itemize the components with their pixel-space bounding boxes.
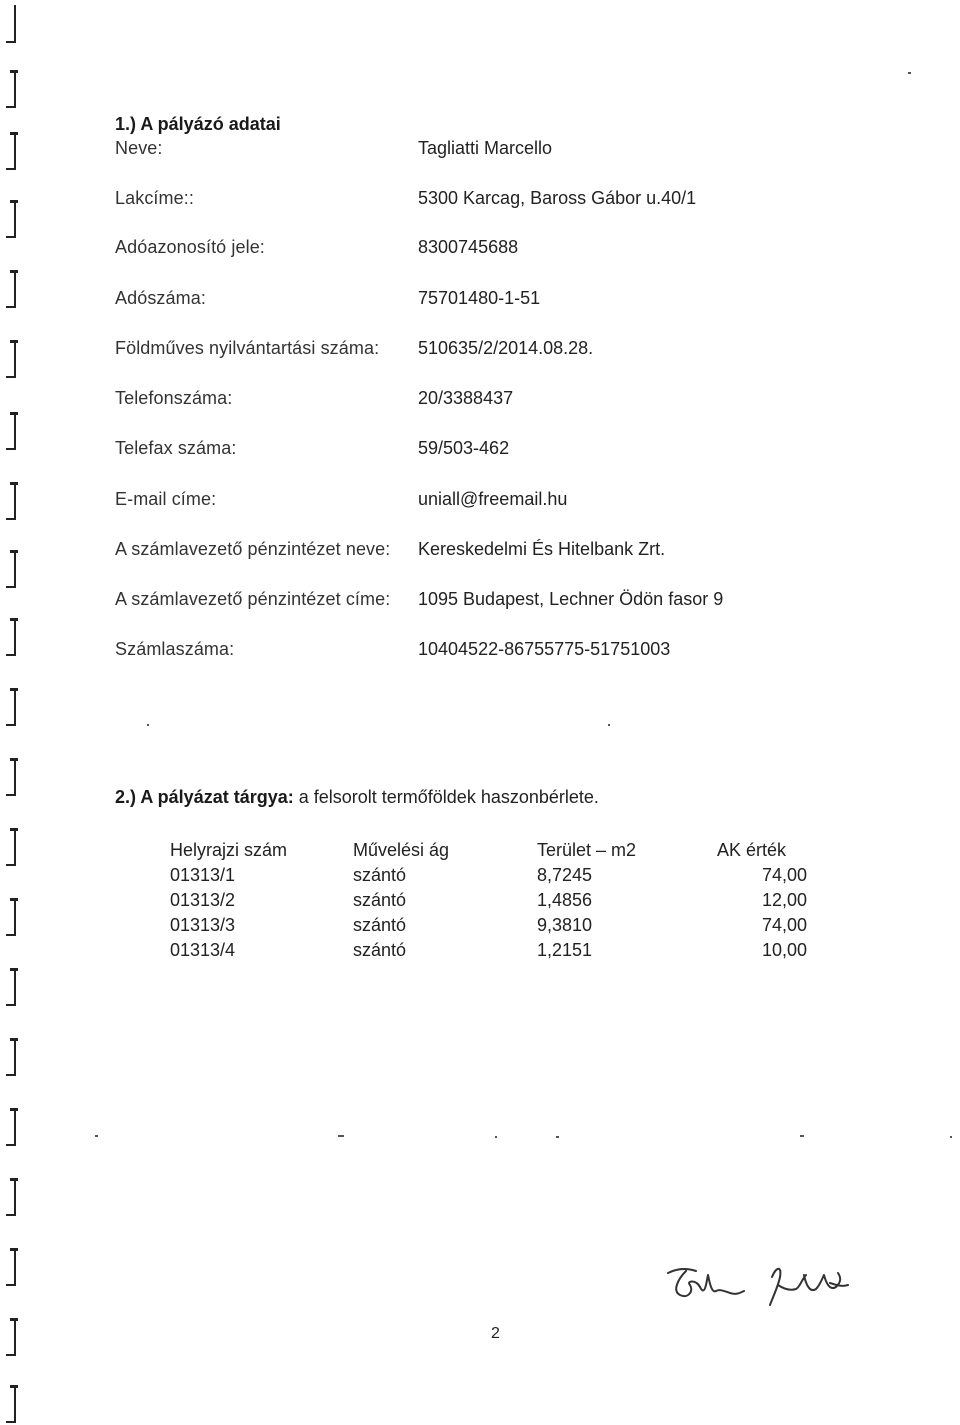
table-row: [170, 888, 807, 913]
table-cell: 01313/2: [170, 890, 236, 910]
table-cell: szántó: [353, 915, 407, 935]
table-row: [170, 863, 807, 888]
field-label: Neve:: [115, 138, 163, 158]
table-cell: szántó: [353, 865, 407, 885]
field-value: 59/503-462: [418, 438, 510, 458]
field-row-tax-number: [115, 288, 815, 312]
field-label: Telefax száma:: [115, 438, 237, 458]
field-row-name: [115, 138, 815, 162]
table-cell: 74,00: [761, 915, 807, 935]
field-label: Lakcíme::: [115, 188, 194, 208]
scan-speck: [147, 724, 149, 726]
table-cell: 74,00: [761, 865, 807, 885]
table-cell: 1,4856: [537, 890, 593, 910]
table-header-row: [170, 838, 807, 863]
field-row-bank-address: [115, 589, 815, 613]
field-label: A számlavezető pénzintézet címe:: [115, 589, 391, 609]
field-value: 75701480-1-51: [418, 288, 541, 308]
field-value: 8300745688: [418, 237, 519, 257]
column-header: AK érték: [717, 840, 787, 860]
land-plots-table: [170, 838, 807, 963]
field-row-account-number: [115, 639, 815, 663]
scan-speck: [608, 724, 610, 726]
scan-speck: [556, 1136, 559, 1138]
column-header: Terület – m2: [537, 840, 637, 860]
handwritten-signature: [660, 1255, 900, 1315]
field-row-tax-id: [115, 237, 815, 261]
table-cell: szántó: [353, 940, 407, 960]
column-header: Helyrajzi szám: [170, 840, 288, 860]
scan-speck: [95, 1135, 98, 1137]
table-cell: 10,00: [761, 940, 807, 960]
field-label: A számlavezető pénzintézet neve:: [115, 539, 391, 559]
field-label: Adóazonosító jele:: [115, 237, 265, 257]
table-row: [170, 938, 807, 963]
field-row-farmer-registry: [115, 338, 815, 362]
binding-marks: [0, 0, 30, 1425]
field-value: 510635/2/2014.08.28.: [418, 338, 594, 358]
scan-speck: [908, 72, 911, 74]
table-row: [170, 913, 807, 938]
table-cell: 9,3810: [537, 915, 593, 935]
table-cell: 12,00: [761, 890, 807, 910]
table-cell: 1,2151: [537, 940, 593, 960]
field-label: Számlaszáma:: [115, 639, 235, 659]
table-cell: 01313/4: [170, 940, 236, 960]
page-number: 2: [491, 1325, 500, 1342]
field-row-bank-name: [115, 539, 815, 563]
scan-speck: [495, 1136, 497, 1138]
section-2-title-rest: a felsorolt termőföldek haszonbérlete.: [293, 787, 599, 807]
table-cell: szántó: [353, 890, 407, 910]
section-1-title: 1.) A pályázó adatai: [115, 114, 281, 134]
scan-speck: [950, 1136, 952, 1138]
field-label: Adószáma:: [115, 288, 206, 308]
field-label: Földműves nyilvántartási száma:: [115, 338, 380, 358]
column-header: Művelési ág: [353, 840, 450, 860]
field-row-address: [115, 188, 815, 212]
field-value: 1095 Budapest, Lechner Ödön fasor 9: [418, 589, 724, 609]
field-value: Tagliatti Marcello: [418, 138, 553, 158]
field-label: E-mail címe:: [115, 489, 217, 509]
field-label: Telefonszáma:: [115, 388, 233, 408]
field-row-fax: [115, 438, 815, 462]
field-value: 10404522-86755775-51751003: [418, 639, 671, 659]
field-value: 20/3388437: [418, 388, 514, 408]
section-2-title: [115, 787, 599, 808]
table-cell: 01313/1: [170, 865, 236, 885]
field-row-phone: [115, 388, 815, 412]
scan-speck: [800, 1135, 804, 1137]
field-row-email: [115, 489, 815, 513]
section-2-title-bold: 2.) A pályázat tárgya:: [115, 787, 294, 807]
field-value: 5300 Karcag, Baross Gábor u.40/1: [418, 188, 697, 208]
field-value: uniall@freemail.hu: [418, 489, 568, 509]
scan-speck: [338, 1135, 344, 1137]
field-value: Kereskedelmi És Hitelbank Zrt.: [418, 539, 666, 559]
table-cell: 01313/3: [170, 915, 236, 935]
table-cell: 8,7245: [537, 865, 593, 885]
